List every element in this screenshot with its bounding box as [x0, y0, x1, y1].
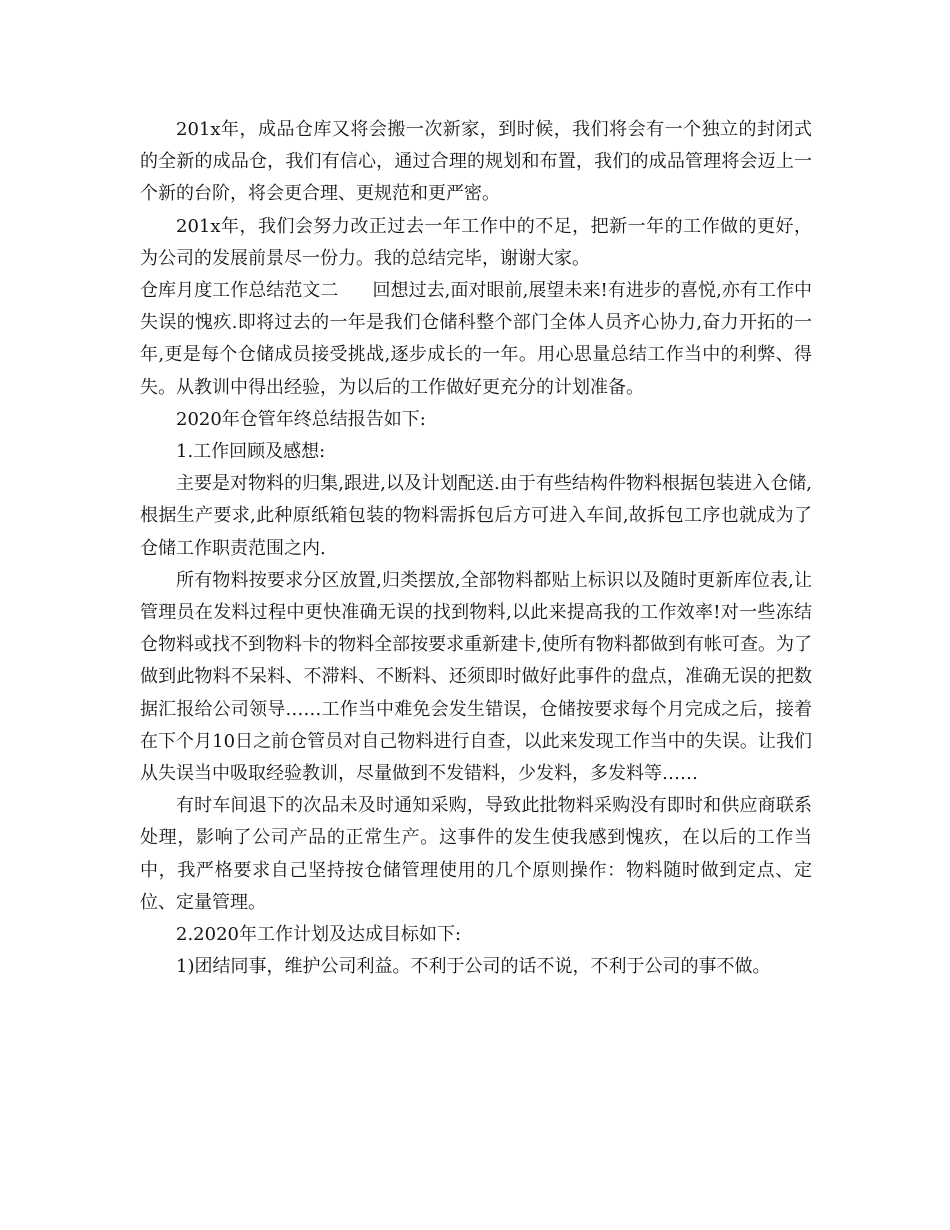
paragraph: 201x年，我们会努力改正过去一年工作中的不足，把新一年的工作做的更好，为公司的发展前景尽一份力。我的总结完毕，谢谢大家。: [140, 215, 812, 269]
paragraph: 主要是对物料的归集,跟进,以及计划配送.由于有些结构件物料根据包装进入仓储,根据生产要求,此种原纸箱包装的物料需拆包后方可进入车间,故拆包工序也就成为了仓储工作职责范围之内.: [140, 473, 812, 559]
paragraph: 201x年，成品仓库又将会搬一次新家，到时候，我们将会有一个独立的封闭式的全新的成品仓，我们有信心，通过合理的规划和布置，我们的成品管理将会迈上一个新的台阶，将会更合理、更规范和更严密。: [140, 119, 812, 205]
paragraph: 2020年仓管年终总结报告如下:: [176, 408, 426, 430]
list-heading: 1.工作回顾及感想:: [176, 441, 326, 463]
paragraph: 所有物料按要求分区放置,归类摆放,全部物料都贴上标识以及随时更新库位表,让管理员在发料过程中更快准确无误的找到物料,以此来提高我的工作效率!对一些冻结仓物料或找不到物料卡的物料全部按要求重新建卡,使所有物料都做到有帐可查。为了做到此物料不呆料、不滞料、不断料、还须即时做好此事件的盘点，准确无误的把数据汇报给公司领导……工作当中难免会发生错误，仓储按要求每个月完成之后，接着在下个月10日之前仓管员对自己物料进行自查，以此来发现工作当中的失误。让我们从失误当中吸取经验教训，尽量做到不发错料，少发料，多发料等……: [140, 569, 812, 785]
paragraph-with-heading: [140, 275, 812, 404]
section-heading: 仓库月度工作总结范文二: [140, 280, 339, 302]
paragraph-text: 回想过去,面对眼前,展望未来!有进步的喜悦,亦有工作中失误的愧疚.即将过去的一年是我们仓储科整个部门全体人员齐心协力,奋力开拓的一年,更是每个仓储成员接受挑战,逐步成长的一年。用心思量总结工作当中的利弊、得失。从教训中得出经验，为以后的工作做好更充分的计划准备。: [140, 280, 812, 398]
paragraph: 有时车间退下的次品未及时通知采购，导致此批物料采购没有即时和供应商联系处理，影响了公司产品的正常生产。这事件的发生使我感到愧疚，在以后的工作当中，我严格要求自己坚持按仓储管理使用的几个原则操作：物料随时做到定点、定位、定量管理。: [140, 795, 812, 913]
list-heading: 2.2020年工作计划及达成目标如下:: [176, 924, 462, 946]
list-item: 1)团结同事，维护公司利益。不利于公司的话不说，不利于公司的事不做。: [176, 956, 771, 978]
document-body: [140, 114, 812, 983]
